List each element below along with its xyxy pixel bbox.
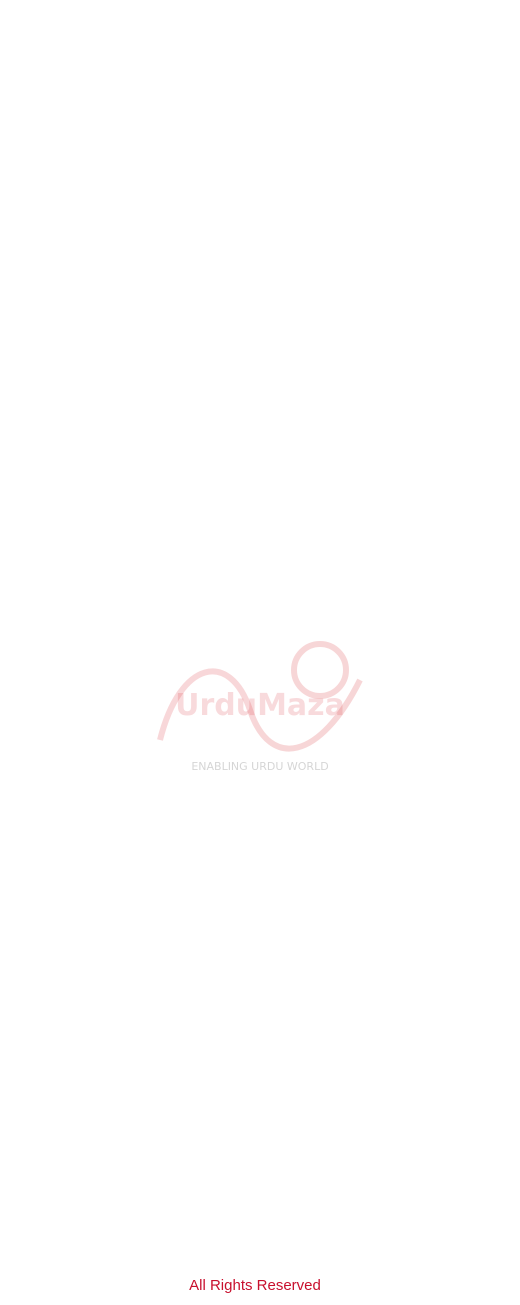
watermark-brand: UrduMaza — [175, 688, 345, 723]
footer — [0, 1273, 520, 1297]
footer-rights: All Rights Reserved — [189, 1276, 321, 1294]
watermark-tagline: ENABLING URDU WORLD — [191, 760, 329, 773]
article-body — [8, 44, 512, 1269]
